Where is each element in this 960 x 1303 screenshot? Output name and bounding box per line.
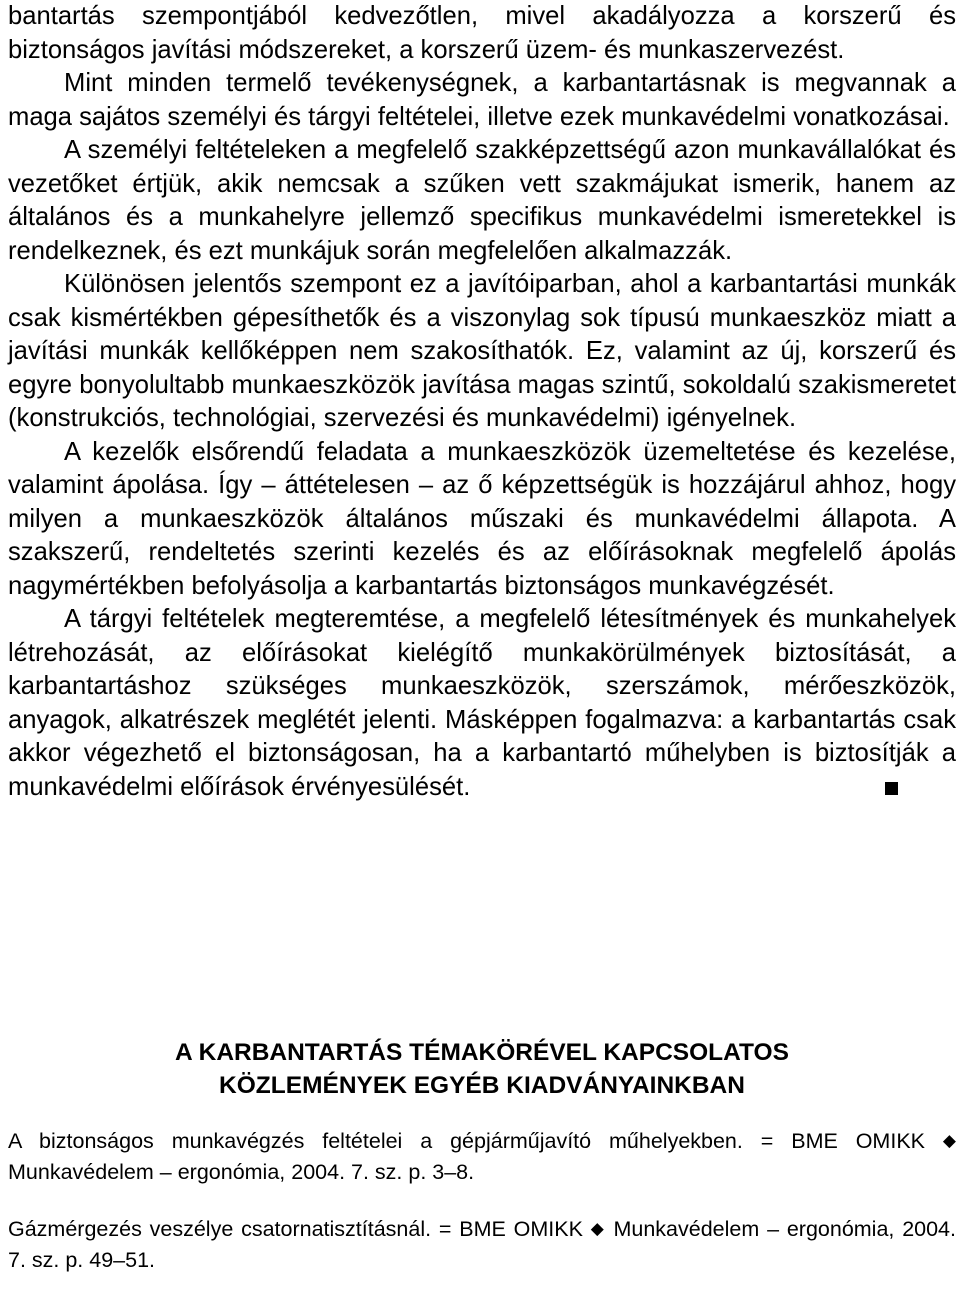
- paragraph-3: A személyi feltételeken a megfelelő szakképzettségű azon munkavállalókat és vezetőket értjük, akik nemcsak a szűken vett szakmájukat ismerik, hanem az általános és a munkahelyre jellemző specifikus munkavédelmi ismeretekkel is rendelkeznek, és ezt munkájuk során megfelelően alkalmazzák.: [8, 136, 956, 265]
- section-heading: [8, 1036, 956, 1102]
- paragraph-5: A kezelők elsőrendű feladata a munkaeszközök üzemeltetése és kezelése, valamint ápolása. Így – áttételesen – az ő képzettségük is hozzájárul ahhoz, hogy milyen a munkaeszközök általános műszaki és munkavédelmi állapota. A szakszerű, rendeltetés szerinti kezelés és az előírásoknak megfelelő ápolás nagymértékben befolyásolja a karbantartás biztonságos munkavégzését.: [8, 437, 956, 600]
- article-body: [8, 0, 956, 804]
- reference-title: A biztonságos munkavégzés feltételei a gépjárműjavító műhelyekben. = BME OMIKK: [8, 1129, 926, 1153]
- reference-source: Munkavédelem – ergonómia, 2004. 7. sz. p. 3–8.: [8, 1159, 475, 1184]
- paragraph-2: Mint minden termelő tevékenységnek, a karbantartásnak is megvannak a maga sajátos személyi és tárgyi feltételei, illetve ezek munkavédelmi vonatkozásai.: [8, 69, 956, 131]
- diamond-icon: ◆: [942, 1131, 956, 1150]
- document-page: [8, 0, 956, 1272]
- reference-source: Munkavédelem – ergonómia, 2004. 7. sz. p. 49–51.: [8, 1217, 956, 1272]
- section-heading-line-2: KÖZLEMÉNYEK EGYÉB KIADVÁNYAINKBAN: [219, 1072, 745, 1099]
- section-heading-line-1: A KARBANTARTÁS TÉMAKÖRÉVEL KAPCSOLATOS: [175, 1039, 789, 1066]
- reference-item: [8, 1127, 956, 1187]
- paragraph-6: [8, 603, 956, 804]
- end-of-article-icon: [885, 782, 898, 795]
- diamond-icon: ◆: [590, 1219, 606, 1238]
- reference-item: [8, 1215, 956, 1275]
- reference-title: Gázmérgezés veszélye csatornatisztításnál. = BME OMIKK: [8, 1217, 583, 1241]
- paragraph-4: Különösen jelentős szempont ez a javítóiparban, ahol a karbantartási munkák csak kismértékben gépesíthetők és a viszonylag sok típusú munkaeszköz miatt a javítási munkák kellőképpen nem szakosíthatók. Ez, valamint az új, korszerű és egyre bonyolultabb munkaeszközök javítása magas szintű, sokoldalú szakismeretet (konstrukciós, technológiai, szervezési és munkavédelmi) igényelnek.: [8, 270, 956, 432]
- references-list: [8, 1127, 956, 1303]
- paragraph-6-text: A tárgyi feltételek megteremtése, a megfelelő létesítmények és munkahelyek létrehozását, az előírásokat kielégítő munkakörülmények biztosítását, a karbantartáshoz szükséges munkaeszközök, szerszámok, mérőeszközök, anyagok, alkatrészek meglétét jelenti. Másképpen fogalmazva: a karbantartás csak akkor végezhető el biztonságosan, ha a karbantartó műhelyben is biztosítják a munkavédelmi előírások érvényesülését.: [8, 605, 956, 801]
- paragraph-1: bantartás szempontjából kedvezőtlen, mivel akadályozza a korszerű és biztonságos javítási módszereket, a korszerű üzem- és munkaszervezést.: [8, 2, 956, 64]
